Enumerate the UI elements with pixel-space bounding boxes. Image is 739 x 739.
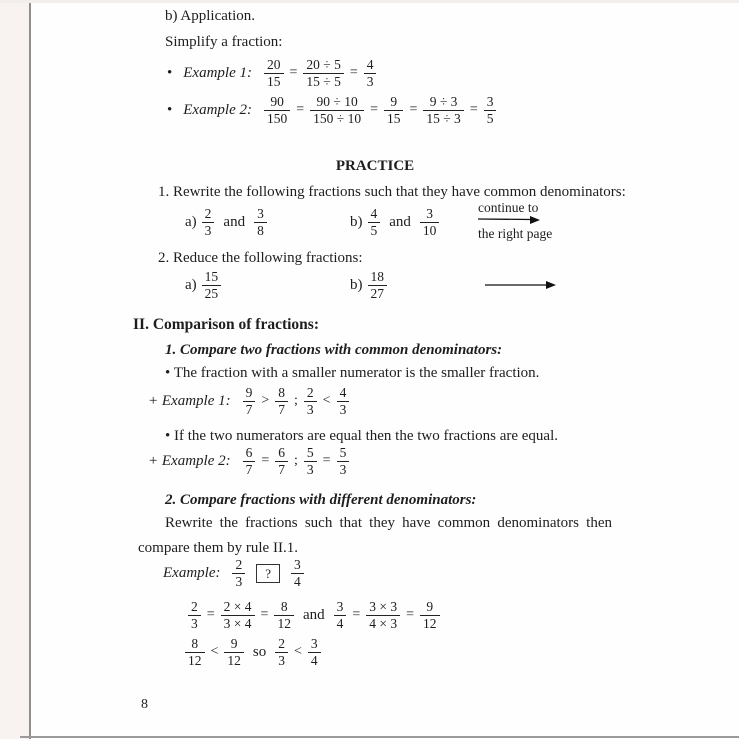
fraction-denominator: 15 (384, 110, 404, 127)
fraction-numerator: 9 (390, 93, 398, 109)
fraction-numerator: 90 (270, 93, 284, 109)
fraction (303, 57, 343, 89)
fraction-denominator: 3 (337, 461, 350, 478)
fraction-numerator: 4 (339, 384, 347, 400)
fraction-denominator: 5 (368, 222, 381, 239)
fraction-numerator: 6 (245, 444, 253, 460)
example-label: + Example 2: (148, 452, 231, 469)
fraction-numerator: 20 (267, 56, 281, 72)
fraction (224, 636, 244, 668)
fraction (274, 599, 294, 631)
fraction-denominator: 15 (264, 73, 284, 90)
fraction-numerator: 15 (204, 268, 219, 284)
fraction-denominator: 10 (420, 222, 440, 239)
fraction (337, 445, 350, 477)
fraction-numerator: 2 × 4 (223, 598, 252, 614)
question-box: ? (256, 564, 280, 583)
fraction-denominator: 7 (275, 461, 288, 478)
fraction-denominator: 3 (188, 615, 201, 632)
fraction-denominator: 3 (202, 222, 215, 239)
fraction-denominator: 27 (368, 285, 388, 302)
continue-note-line2: the right page (478, 225, 553, 241)
bullet-icon: • (167, 101, 173, 118)
fraction-denominator: 15 ÷ 5 (303, 73, 343, 90)
and-word: and (302, 606, 325, 623)
rule1-bullet-1: • The fraction with a smaller numerator is the smaller fraction. (165, 365, 540, 381)
fraction (232, 557, 245, 589)
fraction-numerator: 3 × 3 (369, 598, 398, 614)
fraction-numerator: 3 (310, 635, 318, 651)
fraction (337, 385, 350, 417)
fraction-denominator: 3 (232, 573, 245, 590)
application-intro: Simplify a fraction: (165, 34, 283, 50)
equals-sign: = (352, 607, 361, 622)
fraction-denominator: 12 (185, 652, 205, 669)
less-than-sign: < (322, 393, 331, 408)
fraction-numerator: 2 (235, 556, 243, 572)
fraction-denominator: 7 (243, 461, 256, 478)
less-than-sign: < (210, 644, 219, 659)
fraction-denominator: 4 × 3 (366, 615, 400, 632)
fraction-denominator: 12 (274, 615, 294, 632)
right-arrow (485, 277, 557, 295)
fraction (368, 269, 388, 301)
fraction (420, 599, 440, 631)
fraction-numerator: 2 (278, 635, 285, 651)
comparison-example-1 (148, 386, 349, 416)
equals-sign: = (289, 65, 298, 80)
equals-sign: = (206, 607, 215, 622)
semicolon-separator: ; (294, 453, 298, 468)
fraction-numerator: 9 (245, 384, 253, 400)
left-margin-rule (29, 0, 31, 739)
fraction-denominator: 5 (484, 110, 497, 127)
fraction-denominator: 3 × 4 (221, 615, 255, 632)
equals-sign: = (296, 102, 305, 117)
equals-sign: = (469, 102, 478, 117)
page-number: 8 (141, 697, 148, 712)
fraction (423, 94, 463, 126)
fraction-numerator: 2 (204, 205, 212, 221)
rule2-paragraph-line1: Rewrite the fractions such that they have common denominators then (165, 515, 612, 531)
fraction-denominator: 4 (334, 615, 347, 632)
fraction-numerator: 6 (278, 444, 286, 460)
application-example-2 (167, 93, 496, 127)
fraction-denominator: 3 (275, 652, 288, 669)
practice-q1b (350, 204, 439, 240)
fraction (366, 599, 400, 631)
example-label: + Example 1: (148, 392, 231, 409)
fraction (304, 385, 317, 417)
equals-sign: = (349, 65, 358, 80)
equals-sign: = (406, 607, 415, 622)
continue-note (478, 201, 552, 242)
practice-q2b (350, 267, 387, 303)
fraction-denominator: 3 (304, 401, 317, 418)
application-heading: b) Application. (165, 8, 255, 24)
fraction-numerator: 3 (294, 556, 301, 572)
fraction-denominator: 3 (337, 401, 350, 418)
fraction (254, 206, 267, 238)
practice-question-1: 1. Rewrite the following fractions such that they have common denominators: (158, 184, 626, 200)
and-word: and (223, 213, 246, 230)
practice-q1a (185, 204, 267, 240)
fraction (202, 206, 215, 238)
rule1-heading: 1. Compare two fractions with common denominators: (165, 342, 503, 358)
item-label: a) (185, 276, 197, 293)
comparison-example-2 (148, 446, 349, 476)
fraction-denominator: 150 ÷ 10 (310, 110, 364, 127)
fraction-denominator: 4 (308, 652, 321, 669)
right-arrow-icon (485, 280, 557, 290)
fraction-numerator: 8 (280, 598, 288, 614)
fraction-denominator: 3 (304, 461, 317, 478)
comparison-heading: II. Comparison of fractions: (133, 316, 319, 333)
rule2-work-line2 (185, 635, 321, 669)
and-word: and (389, 213, 411, 230)
fraction (334, 599, 347, 631)
fraction-numerator: 8 (191, 635, 199, 651)
fraction (304, 445, 317, 477)
fraction-denominator: 150 (264, 110, 290, 127)
fraction-numerator: 8 (278, 384, 286, 400)
semicolon-separator: ; (294, 393, 298, 408)
fraction (188, 599, 201, 631)
rule2-work-line1 (188, 598, 440, 632)
fraction-numerator: 3 (257, 205, 264, 221)
top-edge (0, 0, 739, 3)
fraction-numerator: 5 (339, 444, 347, 460)
fraction-denominator: 25 (202, 285, 222, 302)
continue-note-line1: continue to (478, 200, 539, 215)
greater-than-sign: > (261, 393, 270, 408)
fraction (384, 94, 404, 126)
rule2-paragraph-line2: compare them by rule II.1. (138, 540, 298, 556)
item-label: b) (350, 276, 363, 293)
continue-arrow-icon (478, 215, 542, 226)
example-label: Example 1: (183, 64, 252, 81)
fraction (364, 57, 377, 89)
example-label: Example 2: (183, 101, 252, 118)
fraction-denominator: 12 (224, 652, 244, 669)
bullet-icon: • (167, 64, 173, 81)
equals-sign: = (322, 453, 331, 468)
fraction (185, 636, 205, 668)
practice-title: PRACTICE (335, 158, 415, 174)
equals-sign: = (260, 607, 269, 622)
fraction (291, 557, 304, 589)
rule1-bullet-2: • If the two numerators are equal then the two fractions are equal. (165, 428, 559, 444)
practice-question-2: 2. Reduce the following fractions: (158, 250, 363, 266)
fraction (275, 385, 288, 417)
item-label: a) (185, 213, 197, 230)
fraction-denominator: 12 (420, 615, 440, 632)
fraction-numerator: 9 ÷ 3 (429, 93, 458, 109)
fraction (202, 269, 222, 301)
fraction-denominator: 8 (254, 222, 267, 239)
fraction (310, 94, 364, 126)
fraction (264, 57, 284, 89)
fraction-denominator: 3 (364, 73, 377, 90)
so-word: so (252, 643, 267, 660)
equals-sign: = (261, 453, 270, 468)
fraction (221, 599, 255, 631)
example-label: Example: (163, 564, 221, 581)
item-label: b) (350, 213, 363, 230)
fraction-numerator: 20 ÷ 5 (306, 56, 341, 72)
fraction (243, 445, 256, 477)
fraction-numerator: 90 ÷ 10 (316, 93, 358, 109)
fraction (243, 385, 256, 417)
fraction-denominator: 4 (291, 573, 304, 590)
fraction-numerator: 18 (370, 268, 384, 284)
practice-q2a (185, 267, 221, 303)
fraction-numerator: 2 (191, 598, 198, 614)
fraction-numerator: 3 (486, 93, 494, 109)
bottom-rule (20, 736, 739, 738)
fraction-numerator: 5 (306, 444, 314, 460)
fraction (484, 94, 497, 126)
fraction (275, 636, 288, 668)
fraction-denominator: 7 (243, 401, 256, 418)
fraction (368, 206, 381, 238)
fraction-numerator: 3 (336, 598, 344, 614)
fraction (275, 445, 288, 477)
application-example-1 (167, 56, 376, 90)
fraction (264, 94, 290, 126)
rule2-heading: 2. Compare fractions with different denominators: (165, 492, 477, 508)
equals-sign: = (370, 102, 378, 117)
fraction (308, 636, 321, 668)
equals-sign: = (409, 102, 418, 117)
less-than-sign: < (294, 644, 302, 659)
rule2-example (163, 557, 304, 589)
fraction-numerator: 9 (426, 598, 434, 614)
fraction-numerator: 9 (230, 635, 238, 651)
fraction (420, 206, 440, 238)
fraction-numerator: 4 (370, 205, 378, 221)
fraction-numerator: 4 (366, 56, 374, 72)
fraction-numerator: 2 (306, 384, 314, 400)
fraction-numerator: 3 (426, 205, 434, 221)
fraction-denominator: 7 (275, 401, 288, 418)
left-margin (0, 0, 29, 739)
fraction-denominator: 15 ÷ 3 (423, 110, 463, 127)
